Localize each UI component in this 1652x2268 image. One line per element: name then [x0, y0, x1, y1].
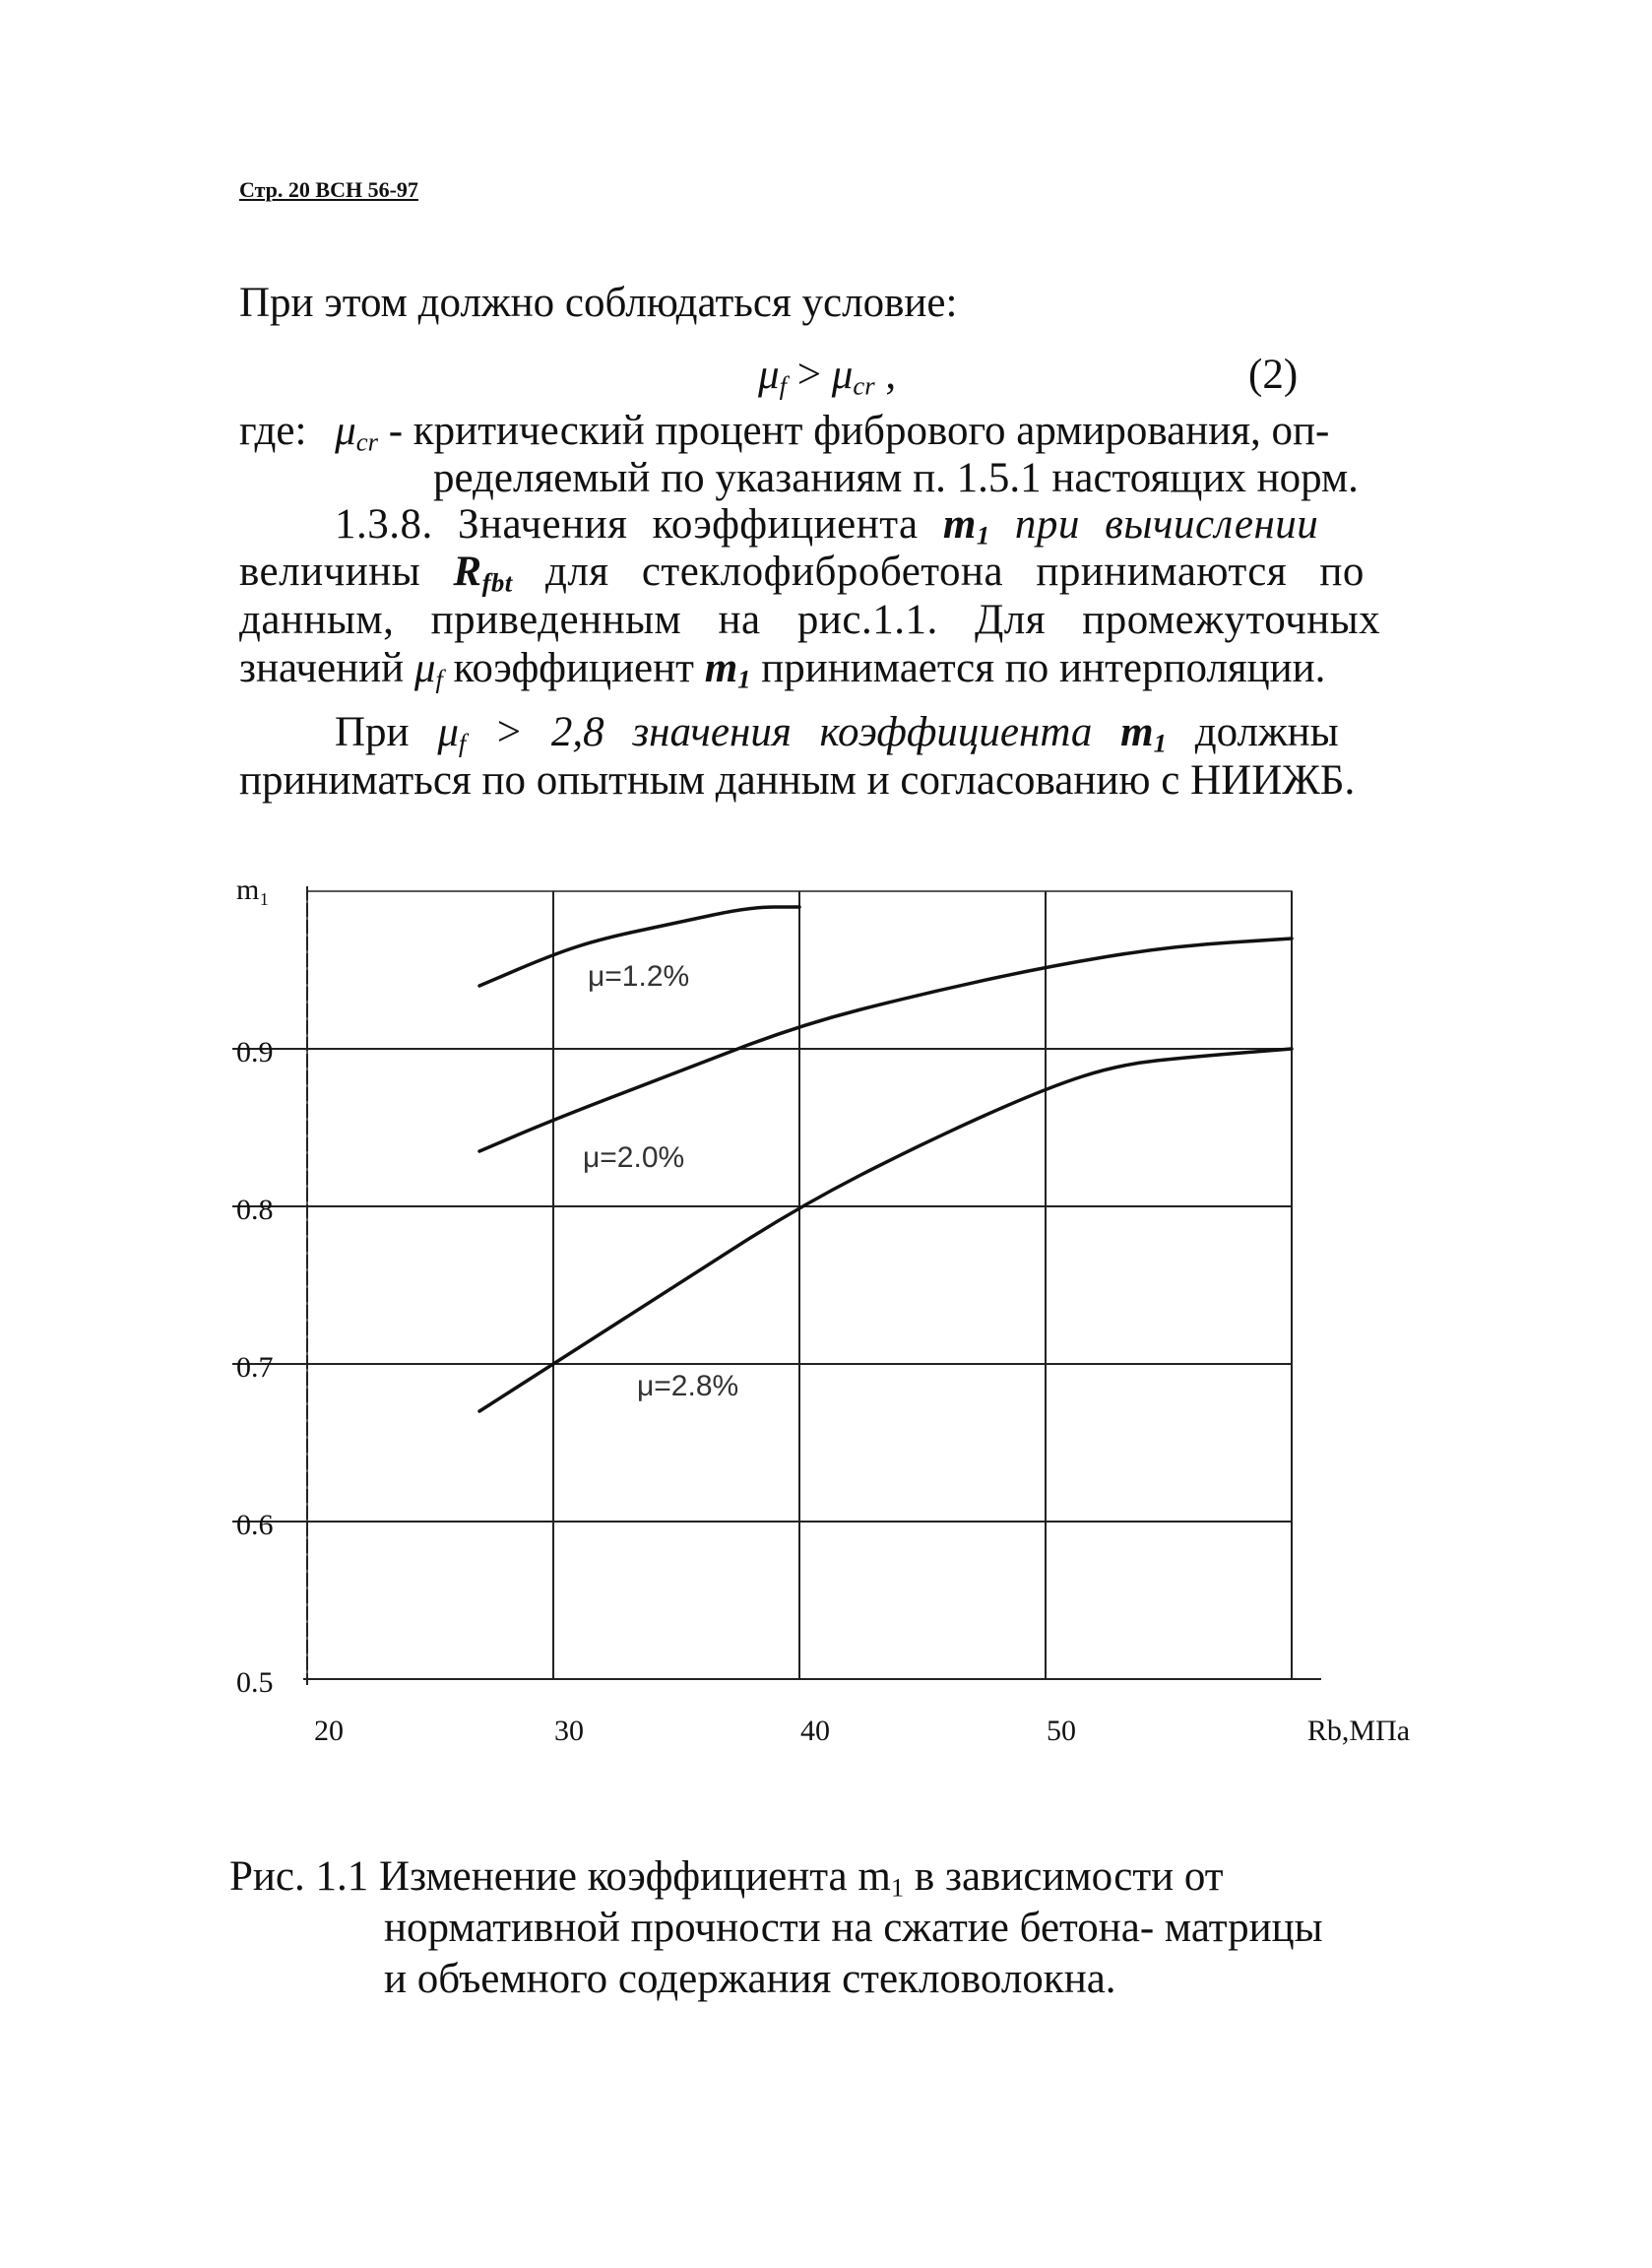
m1-symbol-2: m — [704, 645, 738, 691]
caption-line-2: нормативной прочности на сжатие бетона- матрицы — [384, 1905, 1323, 1951]
where-line-2: ределяемый по указаниям п. 1.5.1 настоящих норм. — [433, 455, 1359, 501]
where-text-1: - критический процент фибрового армирования, оп- — [377, 408, 1330, 454]
para2-text-4c: принимается по интерполяции. — [750, 645, 1326, 691]
where-symbol-sub: cr — [355, 426, 378, 457]
para2-text-2b: для стеклофибробетона принимаются по — [512, 549, 1365, 595]
y-axis-title: m₁ — [236, 874, 270, 906]
para2-line-1 — [335, 499, 1318, 552]
y-tick-label: 0.8 — [236, 1194, 274, 1226]
caption-m-sub: 1 — [890, 1872, 905, 1903]
mu-f-sub-2: f — [458, 728, 467, 758]
para2-text-4b: коэффициент — [442, 645, 705, 691]
formula-operator: > — [787, 352, 832, 398]
para2-line-4 — [239, 643, 1325, 696]
caption-text-1b: в зависимости от — [904, 1853, 1224, 1900]
para2-text-2a: величины — [239, 549, 454, 595]
para2-line-3: данным, приведенным на рис.1.1. Для промежуточных — [239, 597, 1381, 643]
formula-tail: , — [874, 352, 897, 398]
x-tick-label: 20 — [314, 1715, 344, 1747]
y-tick-label: 0.6 — [236, 1509, 274, 1541]
caption-text-1a: Рис. 1.1 Изменение коэффициента — [229, 1853, 858, 1900]
para3-text-1a: При — [335, 709, 438, 755]
where-line-1 — [239, 406, 1329, 459]
caption-line-3: и объемного содержания стекловолокна. — [384, 1956, 1116, 2002]
paragraph-condition-intro: При этом должно соблюдаться условие: — [239, 280, 958, 326]
where-prefix: где: — [239, 408, 307, 454]
formula-lhs: μ — [758, 352, 780, 398]
para2-line-2 — [239, 547, 1365, 600]
m1-symbol: m — [942, 501, 977, 548]
m1-sub: 1 — [976, 520, 990, 551]
formula-2 — [758, 350, 896, 403]
y-tick-label: 0.5 — [236, 1666, 274, 1699]
x-tick-label: 40 — [800, 1715, 830, 1747]
figure-1-1 — [0, 847, 1652, 1782]
m1-sub-3: 1 — [1153, 728, 1167, 758]
m1-symbol-3: m — [1120, 709, 1154, 755]
series-label: μ=1.2% — [588, 960, 690, 993]
formula-number: (2) — [1248, 352, 1299, 398]
r-symbol: R — [453, 549, 482, 595]
y-tick-label: 0.7 — [236, 1351, 274, 1384]
formula-rhs-sub: cr — [853, 370, 875, 401]
formula-rhs: μ — [831, 352, 854, 398]
mu-f-symbol: μ — [413, 645, 436, 691]
x-tick-label: 50 — [1047, 1715, 1076, 1747]
where-symbol: μ — [335, 408, 356, 454]
series-label: μ=2.8% — [637, 1370, 739, 1402]
formula-lhs-sub: f — [779, 370, 787, 401]
caption-m-symbol: m — [858, 1853, 891, 1900]
para2-text-4a: значений — [239, 645, 414, 691]
chart-svg — [0, 847, 1652, 1782]
series-line — [479, 1049, 1292, 1411]
mu-f-sub: f — [435, 664, 443, 694]
para2-text-1a: 1.3.8. Значения коэффициента — [335, 501, 943, 548]
y-tick-label: 0.9 — [236, 1036, 274, 1069]
series-label: μ=2.0% — [583, 1141, 685, 1174]
para3-line-2: приниматься по опытным данным и согласованию с НИИЖБ. — [239, 757, 1356, 804]
m1-sub-2: 1 — [737, 664, 751, 694]
mu-f-symbol-2: μ — [437, 709, 459, 755]
caption-line-1 — [229, 1851, 1224, 1905]
para3-line-1 — [335, 707, 1339, 760]
x-axis-title: Rb,МПа — [1306, 1715, 1411, 1747]
para2-text-1b: при вычислении — [989, 501, 1319, 548]
x-tick-label: 30 — [554, 1715, 584, 1747]
para3-text-1c: должны — [1166, 709, 1339, 755]
para3-text-1b: > 2,8 значения коэффициента — [466, 709, 1121, 755]
r-sub: fbt — [481, 567, 513, 598]
page-header: Стр. 20 ВСН 56-97 — [239, 177, 418, 202]
